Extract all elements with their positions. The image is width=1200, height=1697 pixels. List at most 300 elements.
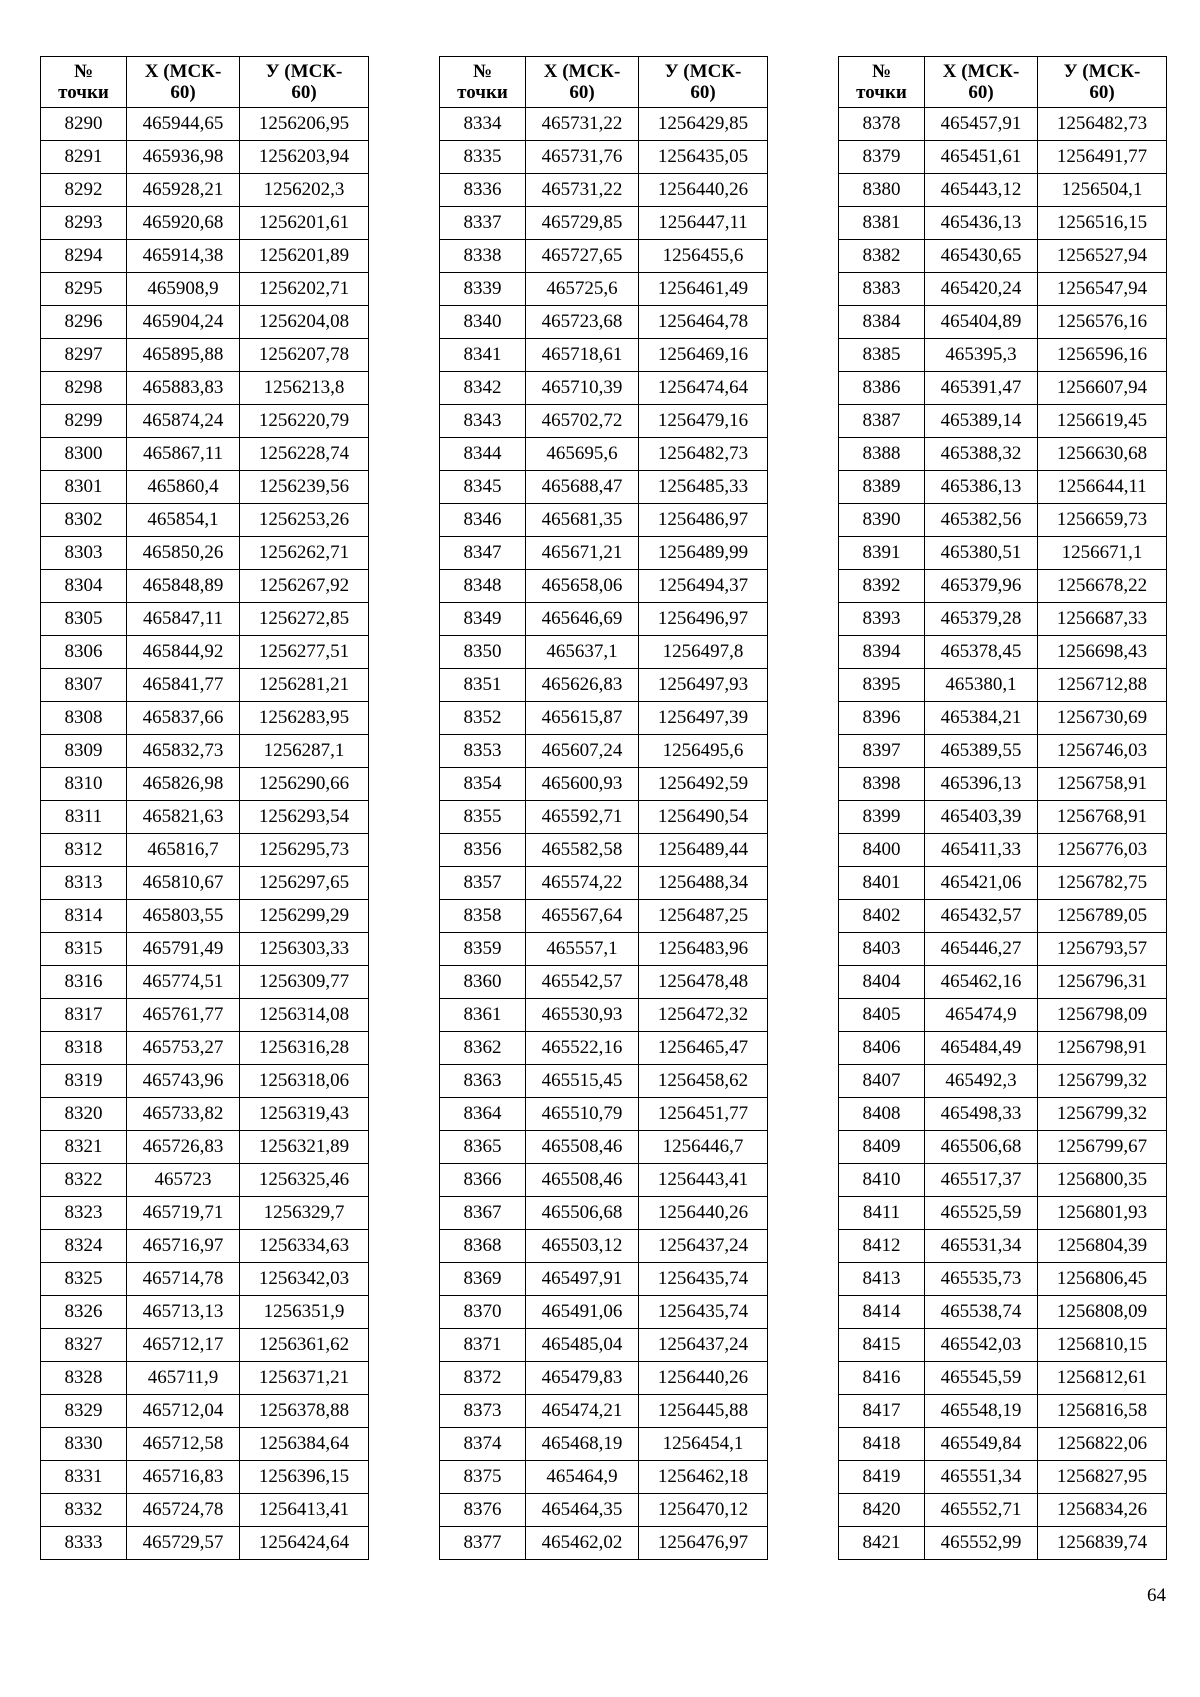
- table-row: [440, 1362, 768, 1395]
- x-coordinate-cell: 465552,99: [925, 1527, 1038, 1560]
- y-coordinate-cell: 1256321,89: [240, 1131, 369, 1164]
- y-coordinate-cell: 1256619,45: [1038, 405, 1167, 438]
- x-coordinate-cell: 465928,21: [127, 174, 240, 207]
- point-number-cell: 8348: [440, 570, 526, 603]
- x-coordinate-cell: 465380,51: [925, 537, 1038, 570]
- table-row: [440, 801, 768, 834]
- point-number-cell: 8343: [440, 405, 526, 438]
- table-row: [839, 1494, 1167, 1527]
- y-coordinate-cell: 1256455,6: [639, 240, 768, 273]
- x-coordinate-cell: 465464,9: [526, 1461, 639, 1494]
- table-row: [41, 1527, 369, 1560]
- point-number-cell: 8291: [41, 141, 127, 174]
- y-coordinate-cell: 1256472,32: [639, 999, 768, 1032]
- table-row: [839, 966, 1167, 999]
- x-coordinate-cell: 465545,59: [925, 1362, 1038, 1395]
- table-row: [440, 999, 768, 1032]
- table-row: [839, 603, 1167, 636]
- x-coordinate-cell: 465451,61: [925, 141, 1038, 174]
- table-row: [440, 504, 768, 537]
- x-coordinate-cell: 465492,3: [925, 1065, 1038, 1098]
- point-number-cell: 8359: [440, 933, 526, 966]
- point-number-cell: 8296: [41, 306, 127, 339]
- x-coordinate-cell: 465914,38: [127, 240, 240, 273]
- y-coordinate-cell: 1256295,73: [240, 834, 369, 867]
- table-row: [440, 273, 768, 306]
- x-coordinate-cell: 465574,22: [526, 867, 639, 900]
- x-coordinate-cell: 465484,49: [925, 1032, 1038, 1065]
- table-row: [41, 1296, 369, 1329]
- x-coordinate-cell: 465432,57: [925, 900, 1038, 933]
- x-coordinate-cell: 465515,45: [526, 1065, 639, 1098]
- table-row: [839, 636, 1167, 669]
- point-number-cell: 8381: [839, 207, 925, 240]
- point-number-cell: 8392: [839, 570, 925, 603]
- y-coordinate-cell: 1256206,95: [240, 108, 369, 141]
- x-coordinate-cell: 465506,68: [925, 1131, 1038, 1164]
- x-coordinate-cell: 465904,24: [127, 306, 240, 339]
- y-coordinate-cell: 1256782,75: [1038, 867, 1167, 900]
- x-coordinate-cell: 465503,12: [526, 1230, 639, 1263]
- x-coordinate-cell: 465404,89: [925, 306, 1038, 339]
- x-coordinate-cell: 465719,71: [127, 1197, 240, 1230]
- y-coordinate-cell: 1256494,37: [639, 570, 768, 603]
- x-coordinate-cell: 465725,6: [526, 273, 639, 306]
- table-row: [41, 867, 369, 900]
- point-number-cell: 8367: [440, 1197, 526, 1230]
- point-number-cell: 8376: [440, 1494, 526, 1527]
- x-coordinate-cell: 465761,77: [127, 999, 240, 1032]
- table-row: [41, 1428, 369, 1461]
- x-coordinate-cell: 465468,19: [526, 1428, 639, 1461]
- point-number-cell: 8410: [839, 1164, 925, 1197]
- table-row: [440, 570, 768, 603]
- point-number-cell: 8326: [41, 1296, 127, 1329]
- point-number-cell: 8368: [440, 1230, 526, 1263]
- x-coordinate-cell: 465832,73: [127, 735, 240, 768]
- y-coordinate-cell: 1256810,15: [1038, 1329, 1167, 1362]
- y-coordinate-cell: 1256297,65: [240, 867, 369, 900]
- y-coordinate-cell: 1256576,16: [1038, 306, 1167, 339]
- y-coordinate-cell: 1256272,85: [240, 603, 369, 636]
- x-coordinate-cell: 465607,24: [526, 735, 639, 768]
- y-coordinate-cell: 1256277,51: [240, 636, 369, 669]
- point-number-cell: 8413: [839, 1263, 925, 1296]
- x-coordinate-cell: 465688,47: [526, 471, 639, 504]
- point-number-cell: 8416: [839, 1362, 925, 1395]
- x-coordinate-cell: 465874,24: [127, 405, 240, 438]
- x-coordinate-cell: 465462,16: [925, 966, 1038, 999]
- x-coordinate-cell: 465479,83: [526, 1362, 639, 1395]
- point-number-cell: 8347: [440, 537, 526, 570]
- x-coordinate-cell: 465681,35: [526, 504, 639, 537]
- table-row: [440, 1263, 768, 1296]
- point-number-cell: 8393: [839, 603, 925, 636]
- table-row: [440, 1197, 768, 1230]
- point-number-cell: 8389: [839, 471, 925, 504]
- y-coordinate-cell: 1256497,39: [639, 702, 768, 735]
- table-row: [839, 1362, 1167, 1395]
- x-coordinate-cell: 465908,9: [127, 273, 240, 306]
- table-row: [839, 801, 1167, 834]
- x-coordinate-cell: 465462,02: [526, 1527, 639, 1560]
- point-number-cell: 8344: [440, 438, 526, 471]
- x-coordinate-cell: 465549,84: [925, 1428, 1038, 1461]
- table-row: [440, 438, 768, 471]
- table-row: [839, 768, 1167, 801]
- table-row: [440, 405, 768, 438]
- header-point-number: № точки: [839, 57, 925, 108]
- y-coordinate-cell: 1256827,95: [1038, 1461, 1167, 1494]
- point-number-cell: 8351: [440, 669, 526, 702]
- point-number-cell: 8311: [41, 801, 127, 834]
- point-number-cell: 8357: [440, 867, 526, 900]
- table-row: [839, 372, 1167, 405]
- y-coordinate-cell: 1256801,93: [1038, 1197, 1167, 1230]
- x-coordinate-cell: 465723: [127, 1164, 240, 1197]
- point-number-cell: 8363: [440, 1065, 526, 1098]
- y-coordinate-cell: 1256351,9: [240, 1296, 369, 1329]
- point-number-cell: 8401: [839, 867, 925, 900]
- y-coordinate-cell: 1256239,56: [240, 471, 369, 504]
- table-row: [440, 372, 768, 405]
- point-number-cell: 8294: [41, 240, 127, 273]
- point-number-cell: 8406: [839, 1032, 925, 1065]
- x-coordinate-cell: 465723,68: [526, 306, 639, 339]
- point-number-cell: 8384: [839, 306, 925, 339]
- y-coordinate-cell: 1256293,54: [240, 801, 369, 834]
- x-coordinate-cell: 465733,82: [127, 1098, 240, 1131]
- table-row: [41, 1098, 369, 1131]
- y-coordinate-cell: 1256644,11: [1038, 471, 1167, 504]
- x-coordinate-cell: 465895,88: [127, 339, 240, 372]
- y-coordinate-cell: 1256804,39: [1038, 1230, 1167, 1263]
- point-number-cell: 8306: [41, 636, 127, 669]
- y-coordinate-cell: 1256822,06: [1038, 1428, 1167, 1461]
- point-number-cell: 8400: [839, 834, 925, 867]
- y-coordinate-cell: 1256495,6: [639, 735, 768, 768]
- point-number-cell: 8388: [839, 438, 925, 471]
- y-coordinate-cell: 1256435,05: [639, 141, 768, 174]
- table-row: [41, 372, 369, 405]
- point-number-cell: 8378: [839, 108, 925, 141]
- x-coordinate-cell: 465517,37: [925, 1164, 1038, 1197]
- x-coordinate-cell: 465626,83: [526, 669, 639, 702]
- y-coordinate-cell: 1256314,08: [240, 999, 369, 1032]
- x-coordinate-cell: 465753,27: [127, 1032, 240, 1065]
- x-coordinate-cell: 465860,4: [127, 471, 240, 504]
- y-coordinate-cell: 1256462,18: [639, 1461, 768, 1494]
- header-x-coordinate: X (МСК- 60): [526, 57, 639, 108]
- table-row: [41, 768, 369, 801]
- table-row: [41, 1395, 369, 1428]
- y-coordinate-cell: 1256730,69: [1038, 702, 1167, 735]
- point-number-cell: 8331: [41, 1461, 127, 1494]
- table-row: [41, 1494, 369, 1527]
- table-row: [839, 141, 1167, 174]
- y-coordinate-cell: 1256793,57: [1038, 933, 1167, 966]
- point-number-cell: 8421: [839, 1527, 925, 1560]
- y-coordinate-cell: 1256446,7: [639, 1131, 768, 1164]
- point-number-cell: 8354: [440, 768, 526, 801]
- point-number-cell: 8325: [41, 1263, 127, 1296]
- table-row: [41, 108, 369, 141]
- point-number-cell: 8337: [440, 207, 526, 240]
- point-number-cell: 8308: [41, 702, 127, 735]
- y-coordinate-cell: 1256799,32: [1038, 1098, 1167, 1131]
- x-coordinate-cell: 465615,87: [526, 702, 639, 735]
- point-number-cell: 8405: [839, 999, 925, 1032]
- x-coordinate-cell: 465474,9: [925, 999, 1038, 1032]
- table-row: [41, 834, 369, 867]
- point-number-cell: 8398: [839, 768, 925, 801]
- x-coordinate-cell: 465710,39: [526, 372, 639, 405]
- x-coordinate-cell: 465457,91: [925, 108, 1038, 141]
- point-number-cell: 8404: [839, 966, 925, 999]
- table-row: [440, 339, 768, 372]
- point-number-cell: 8356: [440, 834, 526, 867]
- page-number: 64: [1147, 1585, 1166, 1606]
- x-coordinate-cell: 465826,98: [127, 768, 240, 801]
- table-row: [839, 1230, 1167, 1263]
- y-coordinate-cell: 1256806,45: [1038, 1263, 1167, 1296]
- point-number-cell: 8329: [41, 1395, 127, 1428]
- table-row: [41, 1362, 369, 1395]
- table-row: [440, 141, 768, 174]
- x-coordinate-cell: 465731,76: [526, 141, 639, 174]
- y-coordinate-cell: 1256299,29: [240, 900, 369, 933]
- table-row: [440, 108, 768, 141]
- x-coordinate-cell: 465847,11: [127, 603, 240, 636]
- table-row: [839, 537, 1167, 570]
- x-coordinate-cell: 465810,67: [127, 867, 240, 900]
- table-row: [41, 273, 369, 306]
- point-number-cell: 8349: [440, 603, 526, 636]
- point-number-cell: 8299: [41, 405, 127, 438]
- point-number-cell: 8402: [839, 900, 925, 933]
- point-number-cell: 8380: [839, 174, 925, 207]
- table-row: [839, 471, 1167, 504]
- y-coordinate-cell: 1256547,94: [1038, 273, 1167, 306]
- y-coordinate-cell: 1256776,03: [1038, 834, 1167, 867]
- y-coordinate-cell: 1256445,88: [639, 1395, 768, 1428]
- x-coordinate-cell: 465726,83: [127, 1131, 240, 1164]
- y-coordinate-cell: 1256437,24: [639, 1230, 768, 1263]
- coordinates-table-3: [838, 56, 1167, 1560]
- table-row: [839, 669, 1167, 702]
- y-coordinate-cell: 1256316,28: [240, 1032, 369, 1065]
- table-row: [440, 834, 768, 867]
- x-coordinate-cell: 465464,35: [526, 1494, 639, 1527]
- point-number-cell: 8314: [41, 900, 127, 933]
- table-row: [440, 1428, 768, 1461]
- y-coordinate-cell: 1256228,74: [240, 438, 369, 471]
- table-row: [41, 240, 369, 273]
- point-number-cell: 8358: [440, 900, 526, 933]
- x-coordinate-cell: 465774,51: [127, 966, 240, 999]
- y-coordinate-cell: 1256483,96: [639, 933, 768, 966]
- x-coordinate-cell: 465510,79: [526, 1098, 639, 1131]
- point-number-cell: 8328: [41, 1362, 127, 1395]
- y-coordinate-cell: 1256482,73: [639, 438, 768, 471]
- x-coordinate-cell: 465712,17: [127, 1329, 240, 1362]
- x-coordinate-cell: 465421,06: [925, 867, 1038, 900]
- table-row: [839, 1131, 1167, 1164]
- point-number-cell: 8407: [839, 1065, 925, 1098]
- x-coordinate-cell: 465525,59: [925, 1197, 1038, 1230]
- point-number-cell: 8372: [440, 1362, 526, 1395]
- x-coordinate-cell: 465714,78: [127, 1263, 240, 1296]
- x-coordinate-cell: 465380,1: [925, 669, 1038, 702]
- point-number-cell: 8295: [41, 273, 127, 306]
- x-coordinate-cell: 465854,1: [127, 504, 240, 537]
- x-coordinate-cell: 465379,96: [925, 570, 1038, 603]
- y-coordinate-cell: 1256443,41: [639, 1164, 768, 1197]
- y-coordinate-cell: 1256435,74: [639, 1263, 768, 1296]
- table-row: [41, 1230, 369, 1263]
- table-row: [41, 471, 369, 504]
- point-number-cell: 8373: [440, 1395, 526, 1428]
- point-number-cell: 8339: [440, 273, 526, 306]
- x-coordinate-cell: 465716,83: [127, 1461, 240, 1494]
- point-number-cell: 8369: [440, 1263, 526, 1296]
- point-number-cell: 8360: [440, 966, 526, 999]
- point-number-cell: 8409: [839, 1131, 925, 1164]
- table-row: [440, 174, 768, 207]
- table-row: [839, 108, 1167, 141]
- x-coordinate-cell: 465531,34: [925, 1230, 1038, 1263]
- x-coordinate-cell: 465637,1: [526, 636, 639, 669]
- y-coordinate-cell: 1256504,1: [1038, 174, 1167, 207]
- table-row: [839, 834, 1167, 867]
- point-number-cell: 8342: [440, 372, 526, 405]
- point-number-cell: 8345: [440, 471, 526, 504]
- header-y-coordinate: У (МСК- 60): [639, 57, 768, 108]
- point-number-cell: 8390: [839, 504, 925, 537]
- y-coordinate-cell: 1256497,8: [639, 636, 768, 669]
- point-number-cell: 8362: [440, 1032, 526, 1065]
- point-number-cell: 8318: [41, 1032, 127, 1065]
- table-row: [41, 966, 369, 999]
- point-number-cell: 8336: [440, 174, 526, 207]
- x-coordinate-cell: 465497,91: [526, 1263, 639, 1296]
- table-row: [41, 438, 369, 471]
- header-x-coordinate: X (МСК- 60): [925, 57, 1038, 108]
- table-row: [839, 933, 1167, 966]
- x-coordinate-cell: 465420,24: [925, 273, 1038, 306]
- table-row: [839, 1065, 1167, 1098]
- x-coordinate-cell: 465816,7: [127, 834, 240, 867]
- x-coordinate-cell: 465920,68: [127, 207, 240, 240]
- y-coordinate-cell: 1256342,03: [240, 1263, 369, 1296]
- y-coordinate-cell: 1256396,15: [240, 1461, 369, 1494]
- point-number-cell: 8300: [41, 438, 127, 471]
- x-coordinate-cell: 465727,65: [526, 240, 639, 273]
- y-coordinate-cell: 1256800,35: [1038, 1164, 1167, 1197]
- point-number-cell: 8385: [839, 339, 925, 372]
- table-row: [440, 702, 768, 735]
- x-coordinate-cell: 465646,69: [526, 603, 639, 636]
- x-coordinate-cell: 465430,65: [925, 240, 1038, 273]
- y-coordinate-cell: 1256485,33: [639, 471, 768, 504]
- table-row: [41, 570, 369, 603]
- x-coordinate-cell: 465382,56: [925, 504, 1038, 537]
- table-row: [440, 900, 768, 933]
- table-row: [41, 801, 369, 834]
- y-coordinate-cell: 1256596,16: [1038, 339, 1167, 372]
- y-coordinate-cell: 1256207,78: [240, 339, 369, 372]
- y-coordinate-cell: 1256201,61: [240, 207, 369, 240]
- y-coordinate-cell: 1256435,74: [639, 1296, 768, 1329]
- point-number-cell: 8396: [839, 702, 925, 735]
- table-row: [41, 405, 369, 438]
- x-coordinate-cell: 465582,58: [526, 834, 639, 867]
- x-coordinate-cell: 465936,98: [127, 141, 240, 174]
- table-row: [440, 1329, 768, 1362]
- x-coordinate-cell: 465552,71: [925, 1494, 1038, 1527]
- point-number-cell: 8408: [839, 1098, 925, 1131]
- point-number-cell: 8399: [839, 801, 925, 834]
- table-row: [440, 603, 768, 636]
- table-row: [839, 1461, 1167, 1494]
- table-row: [440, 768, 768, 801]
- x-coordinate-cell: 465944,65: [127, 108, 240, 141]
- x-coordinate-cell: 465848,89: [127, 570, 240, 603]
- point-number-cell: 8327: [41, 1329, 127, 1362]
- point-number-cell: 8391: [839, 537, 925, 570]
- x-coordinate-cell: 465384,21: [925, 702, 1038, 735]
- y-coordinate-cell: 1256479,16: [639, 405, 768, 438]
- table-row: [41, 174, 369, 207]
- table-row: [440, 1032, 768, 1065]
- y-coordinate-cell: 1256630,68: [1038, 438, 1167, 471]
- table-row: [440, 1527, 768, 1560]
- y-coordinate-cell: 1256486,97: [639, 504, 768, 537]
- table-row: [440, 240, 768, 273]
- y-coordinate-cell: 1256283,95: [240, 702, 369, 735]
- point-number-cell: 8303: [41, 537, 127, 570]
- table-row: [440, 537, 768, 570]
- x-coordinate-cell: 465551,34: [925, 1461, 1038, 1494]
- x-coordinate-cell: 465446,27: [925, 933, 1038, 966]
- point-number-cell: 8395: [839, 669, 925, 702]
- point-number-cell: 8319: [41, 1065, 127, 1098]
- table-row: [839, 735, 1167, 768]
- y-coordinate-cell: 1256812,61: [1038, 1362, 1167, 1395]
- x-coordinate-cell: 465883,83: [127, 372, 240, 405]
- x-coordinate-cell: 465731,22: [526, 174, 639, 207]
- point-number-cell: 8415: [839, 1329, 925, 1362]
- y-coordinate-cell: 1256607,94: [1038, 372, 1167, 405]
- x-coordinate-cell: 465506,68: [526, 1197, 639, 1230]
- table-row: [41, 537, 369, 570]
- x-coordinate-cell: 465567,64: [526, 900, 639, 933]
- y-coordinate-cell: 1256319,43: [240, 1098, 369, 1131]
- point-number-cell: 8310: [41, 768, 127, 801]
- table-row: [41, 1329, 369, 1362]
- y-coordinate-cell: 1256203,94: [240, 141, 369, 174]
- y-coordinate-cell: 1256465,47: [639, 1032, 768, 1065]
- point-number-cell: 8302: [41, 504, 127, 537]
- y-coordinate-cell: 1256487,25: [639, 900, 768, 933]
- y-coordinate-cell: 1256678,22: [1038, 570, 1167, 603]
- y-coordinate-cell: 1256470,12: [639, 1494, 768, 1527]
- y-coordinate-cell: 1256437,24: [639, 1329, 768, 1362]
- point-number-cell: 8353: [440, 735, 526, 768]
- point-number-cell: 8394: [839, 636, 925, 669]
- table-row: [440, 1296, 768, 1329]
- y-coordinate-cell: 1256451,77: [639, 1098, 768, 1131]
